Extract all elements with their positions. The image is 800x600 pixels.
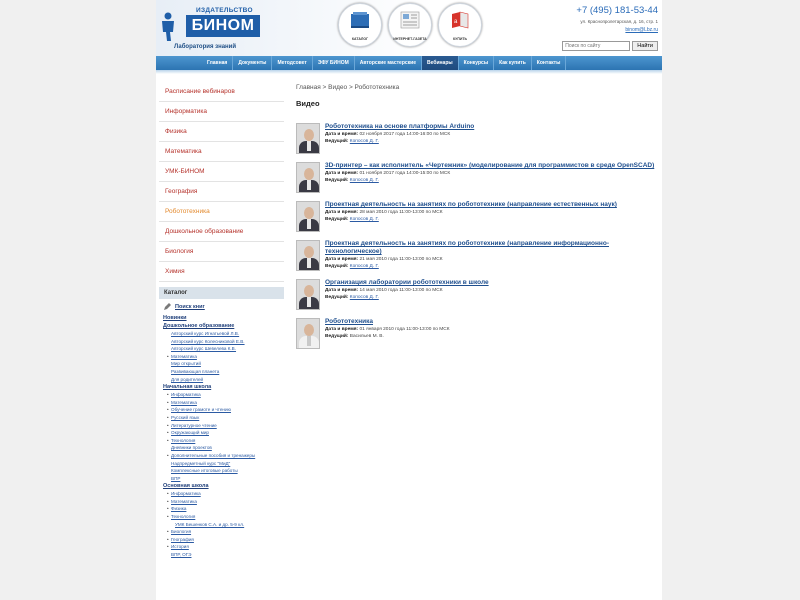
host-label: Ведущий:	[325, 178, 349, 183]
date-label: Дата и время:	[325, 210, 359, 215]
host-name[interactable]: Копосов Д. Г.	[349, 217, 379, 222]
catalog-item-label: Окружающий мир	[171, 430, 209, 436]
date-value: 21 мая 2010 года 11:00-13:00 по МСК	[359, 257, 443, 262]
sidebar	[159, 82, 284, 559]
catalog-item[interactable]	[163, 353, 284, 361]
catalog-item-label: Начальная школа	[163, 384, 212, 391]
catalog-item[interactable]	[163, 322, 284, 330]
host-name[interactable]: Копосов Д. Г.	[349, 264, 379, 269]
video-datetime	[325, 170, 655, 177]
bullet-icon: •	[167, 544, 169, 550]
host-photo[interactable]	[296, 162, 320, 193]
catalog-button-label: КАТАЛОГ	[351, 37, 369, 41]
video-info	[325, 279, 655, 301]
catalog-item-label: Математика	[171, 399, 197, 405]
host-name[interactable]: Копосов Д. Г.	[349, 139, 379, 144]
catalog-item[interactable]	[163, 536, 284, 544]
video-info	[325, 162, 655, 184]
bullet-icon: •	[167, 498, 169, 504]
catalog-item-label: УМК Бешенков С.А. и др. 5-9 кл.	[175, 521, 245, 527]
page	[156, 0, 662, 600]
catalog-item-label: ВПР, ОГЭ	[171, 552, 192, 558]
logo-person-icon	[160, 12, 176, 42]
date-label: Дата и время:	[325, 132, 359, 137]
video-datetime	[325, 131, 655, 138]
video-datetime	[325, 287, 655, 294]
catalog-item[interactable]	[163, 543, 284, 551]
catalog-item-label: Дошкольное образование	[163, 323, 235, 329]
host-photo[interactable]	[296, 201, 320, 232]
photo-shirt	[307, 297, 311, 307]
bullet-icon: •	[167, 399, 169, 405]
catalog-item-label: Авторский курс Колесниковой Е.В.	[171, 338, 245, 344]
host-photo[interactable]	[296, 279, 320, 310]
host-name[interactable]: Копосов Д. Г.	[349, 295, 379, 300]
newspaper-button-label: ИНТЕРНЕТ-ГАЗЕТА	[393, 37, 427, 41]
nav-item[interactable]: Как купить	[494, 56, 532, 70]
catalog-item-label: Информатика	[171, 392, 201, 398]
catalog-item[interactable]	[163, 490, 284, 498]
catalog-books-icon	[349, 10, 371, 30]
date-value: 01 января 2010 года 11:00-13:00 по МСК	[359, 327, 450, 332]
nav-shadow	[156, 70, 662, 74]
sidebar-item[interactable]: Расписание вебинаров	[159, 82, 284, 102]
catalog-item-label: География	[171, 536, 194, 542]
catalog-button[interactable]	[338, 3, 382, 47]
breadcrumb: Главная > Видео > Робототехника	[296, 84, 400, 91]
photo-head	[304, 285, 314, 297]
date-label: Дата и время:	[325, 171, 359, 176]
video-datetime	[325, 209, 655, 216]
nav-item[interactable]: ЭФУ БИНОМ	[313, 56, 355, 70]
catalog-item-label: Дневники проектов	[171, 445, 212, 451]
date-label: Дата и время:	[325, 288, 359, 293]
host-label: Ведущий:	[325, 295, 349, 300]
catalog-item[interactable]	[163, 383, 284, 391]
bullet-icon: •	[167, 422, 169, 428]
abris-cart-icon	[449, 10, 471, 30]
catalog-item[interactable]	[163, 338, 284, 346]
catalog-item-label: Надпредметный курс "МиД"	[171, 460, 231, 466]
page-title: Видео	[296, 99, 320, 108]
catalog-item-label: Биология	[171, 529, 192, 535]
photo-head	[304, 246, 314, 258]
sidebar-item[interactable]: География	[159, 182, 284, 202]
contacts	[576, 5, 658, 33]
catalog-item-label: Развивающая планета	[171, 368, 220, 374]
catalog-item[interactable]	[163, 437, 284, 445]
catalog-item-label: Для родителей	[171, 376, 204, 382]
video-datetime	[325, 256, 655, 263]
address: ул. Краснопролетарская, д. 16, стр. 1	[580, 19, 658, 24]
host-label: Ведущий:	[325, 264, 349, 269]
catalog-item-label: Комплексные итоговые работы	[171, 468, 238, 474]
email-link[interactable]: binom@Lbz.ru	[625, 27, 658, 33]
newspaper-button[interactable]	[388, 3, 432, 47]
nav-item[interactable]: Контакты	[532, 56, 567, 70]
catalog-item-label: Физика	[171, 506, 187, 512]
video-entry	[296, 240, 658, 279]
photo-shirt	[307, 180, 311, 190]
host-photo[interactable]	[296, 318, 320, 349]
catalog-item-label: Мир открытий	[171, 361, 201, 367]
bullet-icon: •	[167, 392, 169, 398]
catalog-item[interactable]	[163, 314, 284, 322]
catalog-item[interactable]	[163, 391, 284, 399]
video-host	[325, 216, 655, 223]
catalog-item-label: Информатика	[171, 491, 201, 497]
bullet-icon: •	[167, 514, 169, 520]
sidebar-item[interactable]: Робототехника	[159, 202, 284, 222]
date-label: Дата и время:	[325, 327, 359, 332]
bullet-icon: •	[167, 414, 169, 420]
catalog-item[interactable]	[163, 406, 284, 414]
video-list	[296, 123, 658, 357]
host-photo[interactable]	[296, 240, 320, 271]
bullet-icon: •	[167, 437, 169, 443]
catalog-item[interactable]	[163, 429, 284, 437]
main-content	[296, 84, 658, 357]
sidebar-item[interactable]: Химия	[159, 262, 284, 282]
catalog-tree	[159, 299, 284, 559]
video-info	[325, 123, 655, 145]
host-label: Ведущий:	[325, 217, 349, 222]
host-photo[interactable]	[296, 123, 320, 154]
bullet-icon: •	[167, 452, 169, 458]
bullet-icon: •	[167, 407, 169, 413]
catalog-item-label: Технология	[171, 514, 196, 520]
find-book-label: Поиск книг	[175, 303, 205, 310]
video-host	[325, 263, 655, 270]
bullet-icon: •	[167, 529, 169, 535]
photo-head	[304, 207, 314, 219]
date-label: Дата и время:	[325, 257, 359, 262]
video-entry	[296, 201, 658, 240]
nav-item[interactable]: Вебинары	[422, 56, 459, 70]
catalog-item[interactable]	[163, 422, 284, 430]
video-entry	[296, 318, 658, 357]
phone: +7 (495) 181-53-44	[576, 5, 658, 16]
video-title-link[interactable]: Робототехника	[325, 318, 373, 325]
catalog-item-label: История	[171, 544, 189, 550]
catalog-item[interactable]	[163, 368, 284, 376]
sidebar-item[interactable]: Биология	[159, 242, 284, 262]
catalog-item[interactable]	[163, 414, 284, 422]
bullet-icon: •	[167, 430, 169, 436]
video-host	[325, 333, 655, 340]
subject-menu	[159, 82, 284, 282]
catalog-item-label: Литературное чтение	[171, 422, 217, 428]
photo-head	[304, 168, 314, 180]
video-info	[325, 318, 655, 340]
sidebar-item[interactable]: УМК-БИНОМ	[159, 162, 284, 182]
video-title-link[interactable]: Проектная деятельность на занятиях по робототехнике (направление естественных наук)	[325, 201, 617, 208]
pencil-icon	[163, 302, 172, 311]
catalog-item[interactable]	[163, 399, 284, 407]
catalog-item[interactable]	[163, 467, 284, 475]
photo-head	[304, 324, 314, 336]
catalog-item-label: Математика	[171, 498, 197, 504]
buy-button-label: КУПИТЬ	[452, 37, 468, 41]
catalog-item[interactable]	[163, 551, 284, 559]
video-entry	[296, 162, 658, 201]
catalog-item[interactable]	[163, 521, 284, 529]
catalog-item[interactable]	[163, 345, 284, 353]
main-nav	[156, 56, 662, 70]
nav-item[interactable]: Конкурсы	[459, 56, 494, 70]
publisher-label: ИЗДАТЕЛЬСТВО	[196, 7, 253, 14]
search-input[interactable]	[562, 41, 630, 51]
photo-shirt	[307, 336, 311, 346]
bullet-icon: •	[167, 506, 169, 512]
date-value: 28 мая 2010 года 11:00-13:00 по МСК	[359, 210, 443, 215]
nav-item[interactable]: Авторские мастерские	[355, 56, 422, 70]
bullet-icon: •	[167, 353, 169, 359]
find-book-link[interactable]	[163, 302, 284, 311]
date-value: 14 мая 2010 года 11:00-13:00 по МСК	[359, 288, 443, 293]
video-entry	[296, 123, 658, 162]
photo-shirt	[307, 258, 311, 268]
catalog-item[interactable]	[163, 475, 284, 483]
sidebar-item[interactable]: Информатика	[159, 102, 284, 122]
nav-item[interactable]: Методсовет	[272, 56, 312, 70]
host-name[interactable]: Копосов Д. Г.	[349, 178, 379, 183]
video-title-link[interactable]: Организация лаборатории робототехники в школе	[325, 279, 489, 286]
host-label: Ведущий:	[325, 139, 349, 144]
catalog-item-label: Технология	[171, 437, 196, 443]
catalog-item-label: Новинки	[163, 315, 187, 321]
catalog-item[interactable]	[163, 460, 284, 468]
catalog-item-label: Дополнительные пособия и тренажеры	[171, 452, 256, 458]
catalog-item[interactable]	[163, 360, 284, 368]
brand-name: БИНОМ	[186, 15, 260, 37]
catalog-item-label: ВПР	[171, 475, 181, 481]
nav-item[interactable]: Главная	[202, 56, 233, 70]
logo[interactable]	[160, 4, 270, 52]
catalog-item[interactable]	[163, 498, 284, 506]
tagline: Лаборатория знаний	[174, 44, 237, 50]
photo-shirt	[307, 141, 311, 151]
catalog-item[interactable]	[163, 330, 284, 338]
svg-text:а: а	[454, 19, 458, 25]
sidebar-item[interactable]: Математика	[159, 142, 284, 162]
catalog-item[interactable]	[163, 444, 284, 452]
video-entry	[296, 279, 658, 318]
buy-button[interactable]	[438, 3, 482, 47]
video-title-link[interactable]: Робототехника на основе платформы Arduino	[325, 123, 475, 130]
host-name: Васильев М. В.	[349, 334, 384, 339]
photo-shirt	[307, 219, 311, 229]
catalog-item[interactable]	[163, 482, 284, 490]
bullet-icon: •	[167, 536, 169, 542]
photo-head	[304, 129, 314, 141]
catalog-item-label: Основная школа	[163, 483, 209, 490]
video-info	[325, 201, 655, 223]
catalog-item[interactable]	[163, 376, 284, 384]
nav-item[interactable]: Документы	[233, 56, 272, 70]
bullet-icon: •	[167, 491, 169, 497]
catalog-item[interactable]	[163, 528, 284, 536]
host-label: Ведущий:	[325, 334, 349, 339]
video-datetime	[325, 326, 655, 333]
catalog-item-label: Авторский курс Шевелева К.В.	[171, 346, 237, 352]
catalog-item-label: Русский язык	[171, 414, 200, 420]
video-host	[325, 138, 655, 145]
catalog-item[interactable]	[163, 452, 284, 460]
sidebar-item[interactable]: Физика	[159, 122, 284, 142]
video-host	[325, 177, 655, 184]
header	[156, 0, 662, 56]
catalog-item[interactable]	[163, 505, 284, 513]
search-form	[562, 41, 658, 51]
search-button[interactable]: Найти	[632, 41, 658, 51]
video-title-link[interactable]: 3D-принтер – как исполнитель «Чертежник» (моделирование для программистов в среде OpenSCAD)	[325, 162, 655, 169]
catalog-heading: Каталог	[159, 287, 284, 299]
video-host	[325, 294, 655, 301]
catalog-item-label: Авторский курс Игнатьевой Л.В.	[171, 331, 240, 336]
catalog-item-label: Математика	[171, 353, 197, 359]
video-title-link[interactable]: Проектная деятельность на занятиях по робототехнике (направление информационно-технологическое)	[325, 240, 609, 255]
catalog-item-label: Обучение грамоте и чтению	[171, 407, 231, 413]
catalog-item[interactable]	[163, 513, 284, 521]
date-value: 01 ноября 2017 года 14:00-15:00 по МСК	[359, 171, 451, 176]
sidebar-item[interactable]: Дошкольное образование	[159, 222, 284, 242]
video-info	[325, 240, 655, 270]
date-value: 02 ноября 2017 года 14:00-16:00 по МСК	[359, 132, 451, 137]
newspaper-icon	[399, 10, 421, 30]
